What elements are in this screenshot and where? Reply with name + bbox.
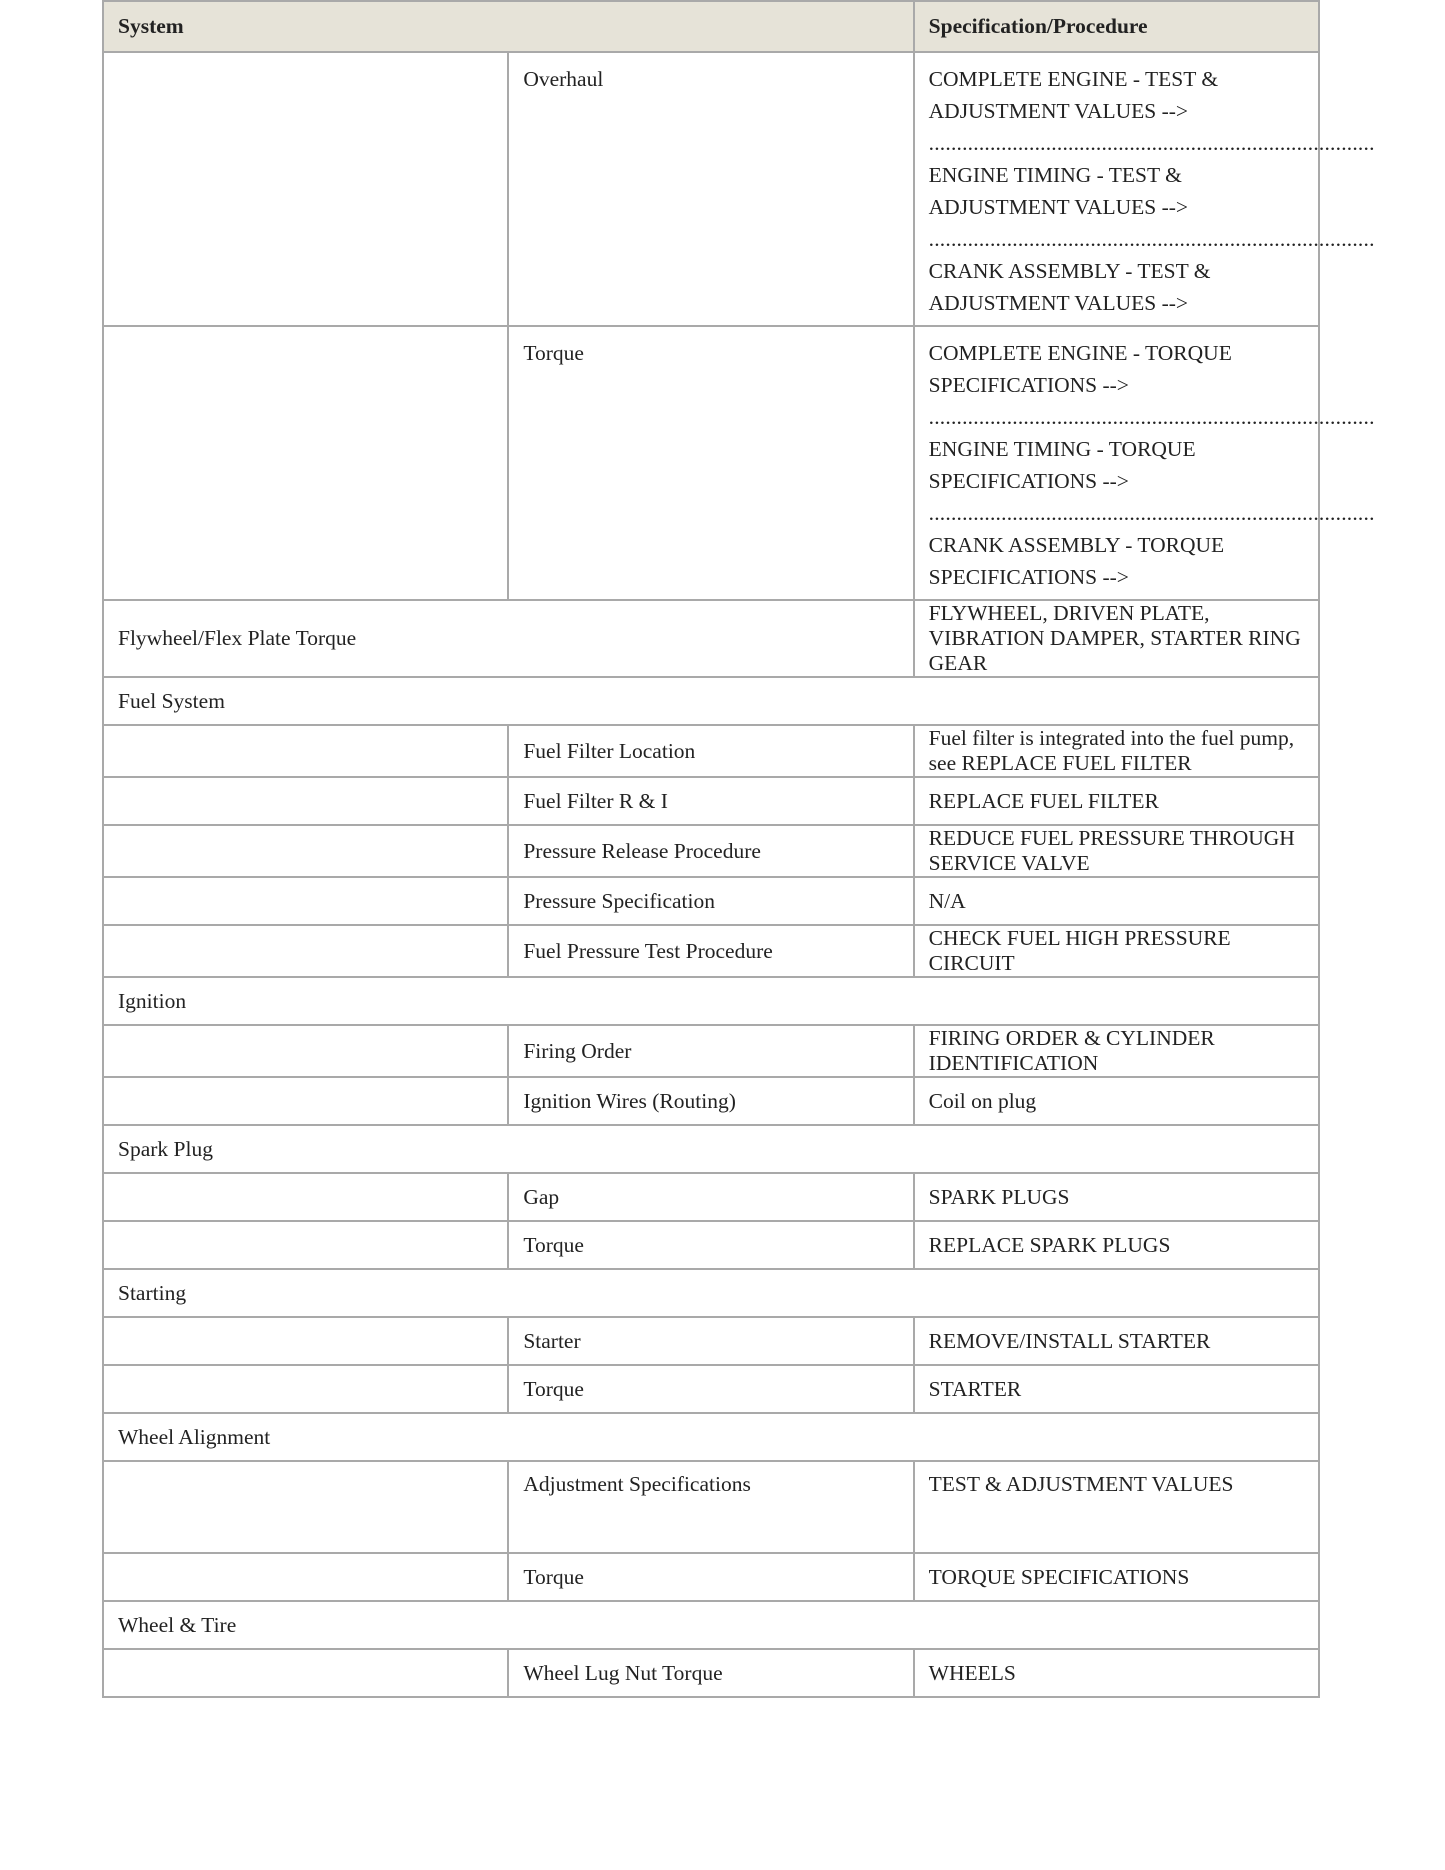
dotted-separator: ................................................................................ [928, 501, 1375, 525]
row-spec [914, 52, 1375, 326]
spec-link[interactable]: SPARK PLUGS [914, 1173, 1319, 1221]
row-label: Ignition Wires (Routing) [508, 1077, 913, 1125]
dotted-separator: ................................................................................ [928, 405, 1375, 429]
spec-link[interactable]: ENGINE TIMING - TEST & ADJUSTMENT VALUES --> [928, 163, 1189, 219]
table-row [103, 1173, 1319, 1221]
section-title: Wheel & Tire [103, 1601, 1319, 1649]
header-system: System [103, 1, 914, 52]
table-row [103, 52, 1319, 326]
section-title: Fuel System [103, 677, 1319, 725]
header-specification: Specification/Procedure [914, 1, 1319, 52]
dotted-separator: ................................................................................ [928, 227, 1375, 251]
row-label: Fuel Filter Location [508, 725, 913, 777]
table-row [103, 326, 1319, 600]
spec-link[interactable]: ENGINE TIMING - TORQUE SPECIFICATIONS --> [928, 437, 1196, 493]
table-row [103, 1221, 1319, 1269]
section-row [103, 1413, 1319, 1461]
spec-link[interactable]: CRANK ASSEMBLY - TEST & ADJUSTMENT VALUES --> [928, 259, 1211, 315]
spec-link[interactable]: REMOVE/INSTALL STARTER [914, 1317, 1319, 1365]
row-label: Fuel Pressure Test Procedure [508, 925, 913, 977]
row-label: Pressure Release Procedure [508, 825, 913, 877]
row-spec [914, 326, 1375, 600]
spec-link[interactable]: COMPLETE ENGINE - TORQUE SPECIFICATIONS --> [928, 341, 1232, 397]
table-row [103, 1077, 1319, 1125]
row-label: Wheel Lug Nut Torque [508, 1649, 913, 1697]
row-label: Starter [508, 1317, 913, 1365]
spec-link[interactable]: STARTER [914, 1365, 1319, 1413]
section-row [103, 1269, 1319, 1317]
row-label: Torque [508, 1221, 913, 1269]
spec-link[interactable]: CHECK FUEL HIGH PRESSURE CIRCUIT [914, 925, 1319, 977]
spec-link[interactable]: TEST & ADJUSTMENT VALUES [914, 1461, 1319, 1553]
spec-link[interactable]: COMPLETE ENGINE - TEST & ADJUSTMENT VALUES --> [928, 67, 1219, 123]
row-label: Fuel Filter R & I [508, 777, 913, 825]
table-row [103, 777, 1319, 825]
dotted-separator: ................................................................................ [928, 131, 1375, 155]
table-row [103, 725, 1319, 777]
spec-link[interactable]: CRANK ASSEMBLY - TORQUE SPECIFICATIONS --> [928, 533, 1225, 589]
section-row [103, 1601, 1319, 1649]
table-row [103, 877, 1319, 925]
table-row [103, 600, 1319, 677]
table-row [103, 925, 1319, 977]
spec-link[interactable]: Fuel filter is integrated into the fuel pump, see REPLACE FUEL FILTER [914, 725, 1319, 777]
section-title: Starting [103, 1269, 1319, 1317]
row-label: Torque [508, 1365, 913, 1413]
spec-link[interactable]: WHEELS [914, 1649, 1319, 1697]
row-label: Overhaul [508, 52, 913, 326]
spec-link[interactable]: FLYWHEEL, DRIVEN PLATE, VIBRATION DAMPER, STARTER RING GEAR [914, 600, 1319, 677]
row-label: Pressure Specification [508, 877, 913, 925]
table-row [103, 1025, 1319, 1077]
spec-link[interactable]: REPLACE SPARK PLUGS [914, 1221, 1319, 1269]
table-row [103, 1649, 1319, 1697]
row-label: Torque [508, 326, 913, 600]
section-row [103, 1125, 1319, 1173]
section-title: Ignition [103, 977, 1319, 1025]
row-label: Gap [508, 1173, 913, 1221]
row-label: Firing Order [508, 1025, 913, 1077]
section-title: Spark Plug [103, 1125, 1319, 1173]
row-label: Adjustment Specifications [508, 1461, 913, 1553]
spec-value: Coil on plug [914, 1077, 1319, 1125]
spec-link[interactable]: REPLACE FUEL FILTER [914, 777, 1319, 825]
spec-link[interactable]: TORQUE SPECIFICATIONS [914, 1553, 1319, 1601]
table-row [103, 825, 1319, 877]
table-row [103, 1365, 1319, 1413]
table-row [103, 1317, 1319, 1365]
spec-value: N/A [914, 877, 1319, 925]
spec-link[interactable]: REDUCE FUEL PRESSURE THROUGH SERVICE VALVE [914, 825, 1319, 877]
section-row [103, 677, 1319, 725]
section-title: Wheel Alignment [103, 1413, 1319, 1461]
table-row [103, 1461, 1319, 1553]
table-row [103, 1553, 1319, 1601]
spec-table [102, 0, 1375, 1698]
spec-link[interactable]: FIRING ORDER & CYLINDER IDENTIFICATION [914, 1025, 1319, 1077]
section-row [103, 977, 1319, 1025]
row-label: Flywheel/Flex Plate Torque [103, 600, 914, 677]
table-header-row [103, 1, 1319, 52]
row-label: Torque [508, 1553, 913, 1601]
